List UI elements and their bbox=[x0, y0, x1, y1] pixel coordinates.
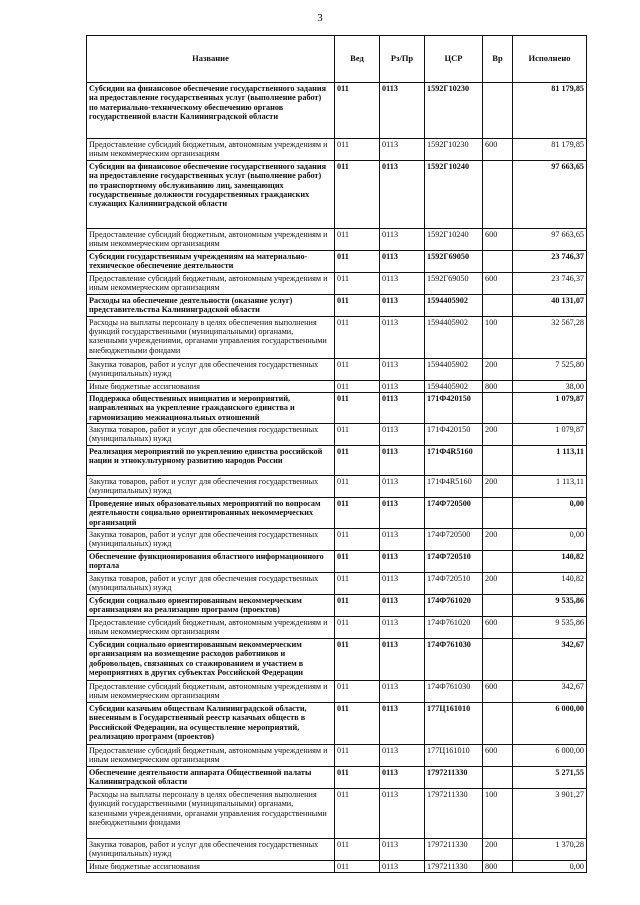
cell-vr bbox=[483, 595, 513, 617]
cell-executed: 0,00 bbox=[513, 861, 587, 873]
cell-rz-pr: 0113 bbox=[380, 272, 425, 294]
cell-vr: 200 bbox=[483, 424, 513, 446]
cell-executed: 5 271,55 bbox=[513, 767, 587, 789]
cell-csr: 1797211330 bbox=[425, 861, 483, 873]
cell-name: Расходы на обеспечение деятельности (оказание услуг) представительства Калининградской области bbox=[87, 294, 335, 316]
table-body bbox=[87, 83, 587, 873]
cell-csr: 174Ф761020 bbox=[425, 595, 483, 617]
cell-executed: 38,00 bbox=[513, 380, 587, 392]
cell-csr: 1797211330 bbox=[425, 789, 483, 839]
cell-ved: 011 bbox=[335, 681, 380, 703]
cell-name: Закупка товаров, работ и услуг для обеспечения государственных (муниципальных) нужд bbox=[87, 358, 335, 380]
cell-ved: 011 bbox=[335, 595, 380, 617]
cell-rz-pr: 0113 bbox=[380, 617, 425, 639]
table-row bbox=[87, 745, 587, 767]
cell-rz-pr: 0113 bbox=[380, 595, 425, 617]
cell-executed: 1 079,87 bbox=[513, 393, 587, 424]
cell-vr: 600 bbox=[483, 139, 513, 161]
cell-vr bbox=[483, 294, 513, 316]
cell-ved: 011 bbox=[335, 617, 380, 639]
table-row bbox=[87, 83, 587, 139]
cell-vr: 200 bbox=[483, 476, 513, 498]
cell-executed: 342,67 bbox=[513, 639, 587, 681]
cell-csr: 1592Г10240 bbox=[425, 161, 483, 229]
cell-ved: 011 bbox=[335, 139, 380, 161]
cell-rz-pr: 0113 bbox=[380, 250, 425, 272]
cell-name: Иные бюджетные ассигнования bbox=[87, 380, 335, 392]
table-row bbox=[87, 161, 587, 229]
cell-csr: 1592Г69050 bbox=[425, 272, 483, 294]
cell-rz-pr: 0113 bbox=[380, 424, 425, 446]
cell-vr bbox=[483, 703, 513, 745]
cell-executed: 6 000,00 bbox=[513, 745, 587, 767]
table-row bbox=[87, 767, 587, 789]
table-row bbox=[87, 551, 587, 573]
table-row bbox=[87, 476, 587, 498]
cell-csr: 1797211330 bbox=[425, 767, 483, 789]
cell-vr: 100 bbox=[483, 316, 513, 358]
cell-name: Субсидии социально ориентированным некоммерческим организациям на возмещение расходов работников и добровольцев, связанных со стажированием и участием в мероприятиях в других субъектах Российской Федерации bbox=[87, 639, 335, 681]
cell-rz-pr: 0113 bbox=[380, 161, 425, 229]
header-executed: Исполнено bbox=[513, 36, 587, 83]
cell-executed: 40 131,07 bbox=[513, 294, 587, 316]
cell-csr: 174Ф720500 bbox=[425, 529, 483, 551]
table-row bbox=[87, 358, 587, 380]
header-ved: Вед bbox=[335, 36, 380, 83]
cell-executed: 97 663,65 bbox=[513, 229, 587, 251]
cell-name: Иные бюджетные ассигнования bbox=[87, 861, 335, 873]
cell-ved: 011 bbox=[335, 393, 380, 424]
cell-vr bbox=[483, 161, 513, 229]
cell-name: Обеспечение функционирования областного информационного портала bbox=[87, 551, 335, 573]
cell-rz-pr: 0113 bbox=[380, 767, 425, 789]
cell-vr: 600 bbox=[483, 681, 513, 703]
cell-csr: 1592Г69050 bbox=[425, 250, 483, 272]
table-row bbox=[87, 617, 587, 639]
cell-executed: 9 535,86 bbox=[513, 617, 587, 639]
cell-csr: 171Ф4R5160 bbox=[425, 476, 483, 498]
cell-vr bbox=[483, 551, 513, 573]
cell-csr: 174Ф761020 bbox=[425, 617, 483, 639]
cell-csr: 174Ф761030 bbox=[425, 639, 483, 681]
cell-name: Предоставление субсидий бюджетным, автономным учреждениям и иным некоммерческим организациям bbox=[87, 139, 335, 161]
cell-csr: 1594405902 bbox=[425, 294, 483, 316]
cell-rz-pr: 0113 bbox=[380, 229, 425, 251]
cell-ved: 011 bbox=[335, 861, 380, 873]
cell-ved: 011 bbox=[335, 83, 380, 139]
cell-vr bbox=[483, 767, 513, 789]
cell-rz-pr: 0113 bbox=[380, 681, 425, 703]
table-row bbox=[87, 272, 587, 294]
header-csr: ЦСР bbox=[425, 36, 483, 83]
header-vr: Вр bbox=[483, 36, 513, 83]
cell-ved: 011 bbox=[335, 703, 380, 745]
cell-executed: 0,00 bbox=[513, 529, 587, 551]
cell-ved: 011 bbox=[335, 446, 380, 476]
cell-csr: 171Ф420150 bbox=[425, 424, 483, 446]
cell-name: Закупка товаров, работ и услуг для обеспечения государственных (муниципальных) нужд bbox=[87, 529, 335, 551]
table-row bbox=[87, 424, 587, 446]
cell-rz-pr: 0113 bbox=[380, 380, 425, 392]
cell-rz-pr: 0113 bbox=[380, 294, 425, 316]
table-row bbox=[87, 380, 587, 392]
cell-csr: 171Ф420150 bbox=[425, 393, 483, 424]
cell-csr: 1592Г10240 bbox=[425, 229, 483, 251]
cell-name: Закупка товаров, работ и услуг для обеспечения государственных (муниципальных) нужд bbox=[87, 424, 335, 446]
cell-rz-pr: 0113 bbox=[380, 358, 425, 380]
cell-vr: 100 bbox=[483, 789, 513, 839]
cell-vr: 600 bbox=[483, 745, 513, 767]
header-name: Название bbox=[87, 36, 335, 83]
cell-executed: 97 663,65 bbox=[513, 161, 587, 229]
cell-csr: 174Ф761030 bbox=[425, 681, 483, 703]
cell-name: Субсидии на финансовое обеспечение государственного задания на предоставление государственных услуг (выполнение работ) по материально-техническому обеспечению органов государственной власти Калининградской области bbox=[87, 83, 335, 139]
cell-vr bbox=[483, 446, 513, 476]
cell-executed: 1 113,11 bbox=[513, 446, 587, 476]
page-number: 3 bbox=[317, 12, 323, 24]
cell-csr: 1797211330 bbox=[425, 839, 483, 861]
cell-csr: 174Ф720510 bbox=[425, 573, 483, 595]
table-row bbox=[87, 595, 587, 617]
cell-rz-pr: 0113 bbox=[380, 83, 425, 139]
cell-vr: 200 bbox=[483, 573, 513, 595]
cell-name: Обеспечение деятельности аппарата Общественной палаты Калининградской области bbox=[87, 767, 335, 789]
cell-vr: 200 bbox=[483, 839, 513, 861]
cell-name: Предоставление субсидий бюджетным, автономным учреждениям и иным некоммерческим организациям bbox=[87, 681, 335, 703]
cell-executed: 140,82 bbox=[513, 551, 587, 573]
table-row bbox=[87, 229, 587, 251]
table-row bbox=[87, 250, 587, 272]
table-row bbox=[87, 639, 587, 681]
cell-rz-pr: 0113 bbox=[380, 139, 425, 161]
cell-name: Закупка товаров, работ и услуг для обеспечения государственных (муниципальных) нужд bbox=[87, 573, 335, 595]
cell-ved: 011 bbox=[335, 839, 380, 861]
cell-csr: 1594405902 bbox=[425, 358, 483, 380]
cell-ved: 011 bbox=[335, 229, 380, 251]
cell-rz-pr: 0113 bbox=[380, 639, 425, 681]
cell-name: Субсидии казачьим обществам Калининградской области, внесенным в Государственный реестр казачьих обществ в Российской Федерации, на осуществление мероприятий, реализацию программ (проектов) bbox=[87, 703, 335, 745]
cell-executed: 23 746,37 bbox=[513, 250, 587, 272]
cell-csr: 1594405902 bbox=[425, 316, 483, 358]
cell-name: Расходы на выплаты персоналу в целях обеспечения выполнения функций государственными (муниципальными) органами, казенными учреждениями, органами управления государственными внебюджетными фондами bbox=[87, 316, 335, 358]
table-row bbox=[87, 294, 587, 316]
cell-executed: 81 179,85 bbox=[513, 139, 587, 161]
table-row bbox=[87, 573, 587, 595]
cell-vr: 200 bbox=[483, 529, 513, 551]
cell-rz-pr: 0113 bbox=[380, 573, 425, 595]
cell-executed: 81 179,85 bbox=[513, 83, 587, 139]
cell-csr: 174Ф720500 bbox=[425, 498, 483, 529]
cell-ved: 011 bbox=[335, 498, 380, 529]
cell-csr: 171Ф4R5160 bbox=[425, 446, 483, 476]
table-row bbox=[87, 139, 587, 161]
cell-executed: 7 525,80 bbox=[513, 358, 587, 380]
cell-name: Предоставление субсидий бюджетным, автономным учреждениям и иным некоммерческим организациям bbox=[87, 229, 335, 251]
cell-name: Расходы на выплаты персоналу в целях обеспечения выполнения функций государственными (муниципальными) органами, казенными учреждениями, органами управления государственными внебюджетными фондами bbox=[87, 789, 335, 839]
cell-ved: 011 bbox=[335, 551, 380, 573]
cell-vr bbox=[483, 250, 513, 272]
cell-name: Закупка товаров, работ и услуг для обеспечения государственных (муниципальных) нужд bbox=[87, 476, 335, 498]
cell-vr bbox=[483, 498, 513, 529]
cell-ved: 011 bbox=[335, 573, 380, 595]
table-row bbox=[87, 681, 587, 703]
table-row bbox=[87, 861, 587, 873]
cell-name: Предоставление субсидий бюджетным, автономным учреждениям и иным некоммерческим организациям bbox=[87, 272, 335, 294]
cell-vr: 800 bbox=[483, 861, 513, 873]
cell-ved: 011 bbox=[335, 424, 380, 446]
cell-executed: 1 370,28 bbox=[513, 839, 587, 861]
cell-ved: 011 bbox=[335, 161, 380, 229]
cell-vr: 600 bbox=[483, 617, 513, 639]
cell-csr: 174Ф720510 bbox=[425, 551, 483, 573]
cell-ved: 011 bbox=[335, 272, 380, 294]
cell-rz-pr: 0113 bbox=[380, 529, 425, 551]
cell-vr: 600 bbox=[483, 229, 513, 251]
table-row bbox=[87, 446, 587, 476]
table-row bbox=[87, 393, 587, 424]
cell-rz-pr: 0113 bbox=[380, 393, 425, 424]
cell-ved: 011 bbox=[335, 529, 380, 551]
cell-ved: 011 bbox=[335, 294, 380, 316]
cell-name: Субсидии государственным учреждениям на материально-техническое обеспечение деятельности bbox=[87, 250, 335, 272]
table-row bbox=[87, 789, 587, 839]
cell-executed: 23 746,37 bbox=[513, 272, 587, 294]
cell-ved: 011 bbox=[335, 745, 380, 767]
cell-name: Закупка товаров, работ и услуг для обеспечения государственных (муниципальных) нужд bbox=[87, 839, 335, 861]
cell-rz-pr: 0113 bbox=[380, 839, 425, 861]
cell-name: Реализация мероприятий по укреплению единства российской нации и этнокультурному развитию народов России bbox=[87, 446, 335, 476]
cell-csr: 177Ц161010 bbox=[425, 703, 483, 745]
cell-ved: 011 bbox=[335, 639, 380, 681]
cell-rz-pr: 0113 bbox=[380, 498, 425, 529]
cell-ved: 011 bbox=[335, 380, 380, 392]
cell-ved: 011 bbox=[335, 476, 380, 498]
cell-ved: 011 bbox=[335, 789, 380, 839]
cell-executed: 32 567,28 bbox=[513, 316, 587, 358]
table-header-row bbox=[87, 36, 587, 83]
cell-rz-pr: 0113 bbox=[380, 745, 425, 767]
header-rz-pr: Рз/Пр bbox=[380, 36, 425, 83]
cell-rz-pr: 0113 bbox=[380, 789, 425, 839]
cell-executed: 6 000,00 bbox=[513, 703, 587, 745]
cell-rz-pr: 0113 bbox=[380, 861, 425, 873]
cell-name: Субсидии социально ориентированным некоммерческим организациям на реализацию программ (проектов) bbox=[87, 595, 335, 617]
cell-executed: 1 079,87 bbox=[513, 424, 587, 446]
cell-csr: 177Ц161010 bbox=[425, 745, 483, 767]
cell-name: Субсидии на финансовое обеспечение государственного задания на предоставление государственных услуг (выполнение работ) по транспортному обслуживанию лиц, замещающих государственные должности государственных гражданских служащих Калининградской области bbox=[87, 161, 335, 229]
cell-ved: 011 bbox=[335, 316, 380, 358]
cell-vr: 200 bbox=[483, 358, 513, 380]
cell-vr: 800 bbox=[483, 380, 513, 392]
cell-csr: 1594405902 bbox=[425, 380, 483, 392]
cell-vr bbox=[483, 639, 513, 681]
table-row bbox=[87, 529, 587, 551]
budget-table bbox=[86, 35, 587, 873]
table-row bbox=[87, 498, 587, 529]
cell-rz-pr: 0113 bbox=[380, 703, 425, 745]
cell-executed: 3 901,27 bbox=[513, 789, 587, 839]
cell-ved: 011 bbox=[335, 767, 380, 789]
cell-vr bbox=[483, 83, 513, 139]
cell-name: Предоставление субсидий бюджетным, автономным учреждениям и иным некоммерческим организациям bbox=[87, 617, 335, 639]
cell-executed: 1 113,11 bbox=[513, 476, 587, 498]
cell-csr: 1592Г10230 bbox=[425, 139, 483, 161]
cell-name: Предоставление субсидий бюджетным, автономным учреждениям и иным некоммерческим организациям bbox=[87, 745, 335, 767]
table-row bbox=[87, 703, 587, 745]
cell-ved: 011 bbox=[335, 250, 380, 272]
cell-vr bbox=[483, 393, 513, 424]
cell-executed: 140,82 bbox=[513, 573, 587, 595]
cell-vr: 600 bbox=[483, 272, 513, 294]
table-row bbox=[87, 316, 587, 358]
cell-rz-pr: 0113 bbox=[380, 316, 425, 358]
cell-rz-pr: 0113 bbox=[380, 551, 425, 573]
cell-name: Проведение иных образовательных мероприятий по вопросам деятельности социально ориентированных некоммерческих организаций bbox=[87, 498, 335, 529]
cell-executed: 342,67 bbox=[513, 681, 587, 703]
cell-csr: 1592Г10230 bbox=[425, 83, 483, 139]
cell-executed: 9 535,86 bbox=[513, 595, 587, 617]
cell-executed: 0,00 bbox=[513, 498, 587, 529]
table-row bbox=[87, 839, 587, 861]
cell-ved: 011 bbox=[335, 358, 380, 380]
cell-name: Поддержка общественных инициатив и мероприятий, направленных на укрепление гражданского единства и гармонизацию межнациональных отношений bbox=[87, 393, 335, 424]
cell-rz-pr: 0113 bbox=[380, 476, 425, 498]
cell-rz-pr: 0113 bbox=[380, 446, 425, 476]
